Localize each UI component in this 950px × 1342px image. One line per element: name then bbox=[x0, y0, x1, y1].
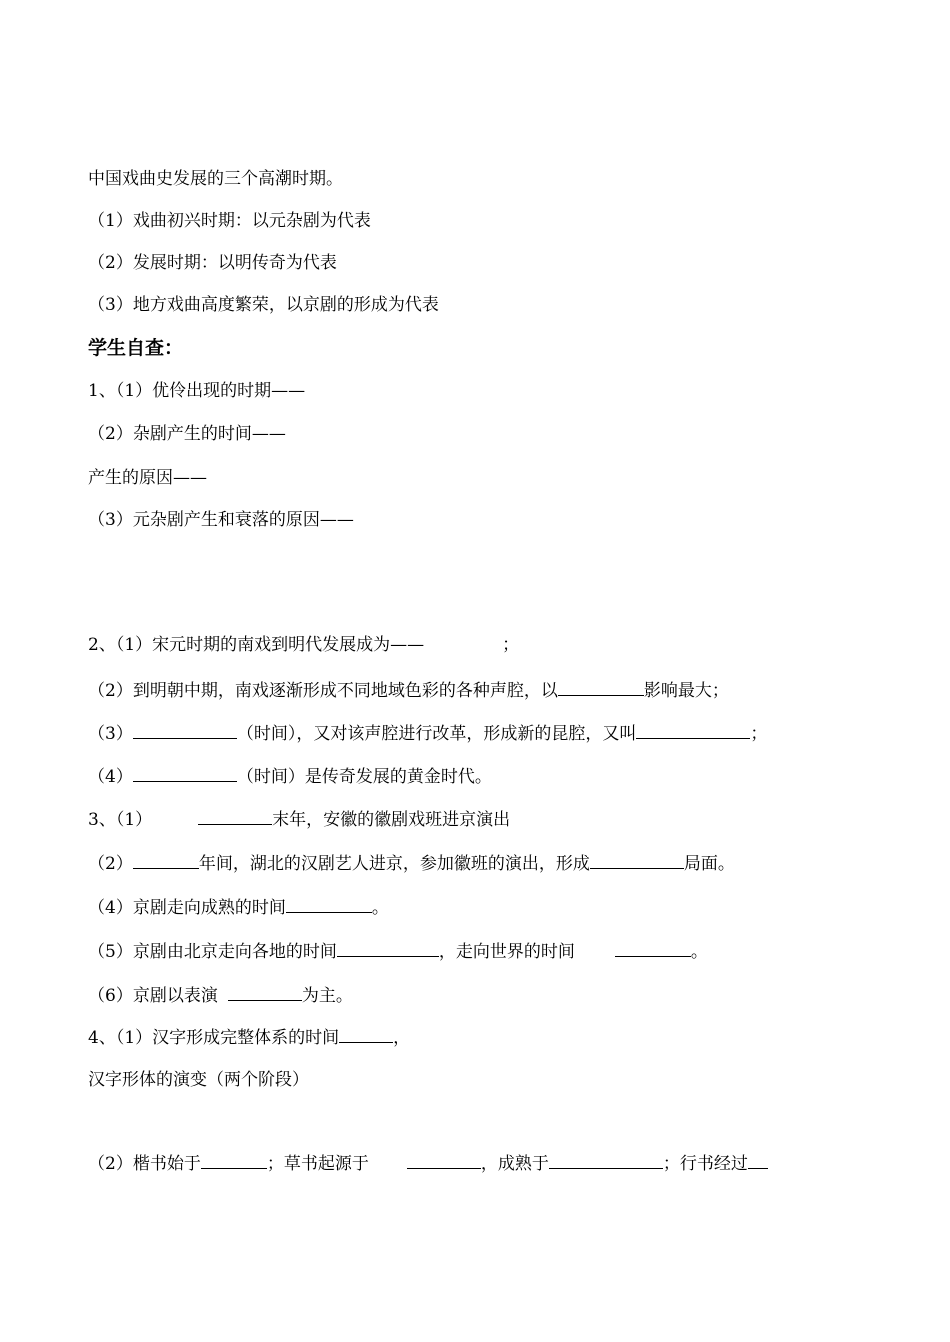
blank-q2-b[interactable] bbox=[558, 677, 644, 696]
q4-c-text-2: ；草书起源于 bbox=[266, 1154, 369, 1174]
q4-line-c bbox=[88, 1150, 768, 1176]
q1-line-b: （2）杂剧产生的时间—— bbox=[88, 424, 286, 444]
blank-q3-e[interactable] bbox=[228, 982, 302, 1001]
q2-line-c bbox=[88, 720, 767, 746]
q1-line-d: （3）元杂剧产生和衰落的原因—— bbox=[88, 510, 354, 530]
blank-q3-b-time[interactable] bbox=[133, 850, 199, 869]
blank-q3-d-world[interactable] bbox=[615, 938, 691, 957]
q3-line-e bbox=[88, 982, 353, 1008]
q3-line-a bbox=[88, 806, 510, 832]
q3-a-text: 末年，安徽的徽剧戏班进京演出 bbox=[272, 810, 511, 830]
q3-d-end: 。 bbox=[690, 942, 708, 962]
blank-q2-c-name[interactable] bbox=[636, 720, 750, 739]
blank-q4-caoshu-origin[interactable] bbox=[407, 1150, 481, 1169]
blank-q4-caoshu-mature[interactable] bbox=[549, 1150, 663, 1169]
q2-line-a bbox=[88, 633, 519, 657]
blank-q4-kaishu[interactable] bbox=[201, 1150, 267, 1169]
q2-b-text: （2）到明朝中期，南戏逐渐形成不同地域色彩的各种声腔，以 bbox=[88, 681, 558, 701]
q3-e-text: （6）京剧以表演 bbox=[88, 986, 218, 1006]
q3-c-text: （4）京剧走向成熟的时间 bbox=[88, 898, 286, 918]
blank-q3-d-local[interactable] bbox=[337, 938, 439, 957]
q4-line-b: 汉字形体的演变（两个阶段） bbox=[88, 1070, 309, 1090]
blank-q2-d-time[interactable] bbox=[133, 763, 237, 782]
q1-line-c: 产生的原因—— bbox=[88, 468, 207, 488]
intro-item-1: （1）戏曲初兴时期：以元杂剧为代表 bbox=[88, 211, 371, 231]
q4-a-text: 4、（1）汉字形成完整体系的时间 bbox=[88, 1028, 340, 1048]
q2-d-text: （时间）是传奇发展的黄金时代。 bbox=[236, 767, 492, 787]
q3-line-b bbox=[88, 850, 735, 876]
q4-c-text-4: ；行书经过 bbox=[662, 1154, 748, 1174]
q3-d-text: （5）京剧由北京走向各地的时间 bbox=[88, 942, 337, 962]
q3-b-prefix: （2） bbox=[88, 854, 133, 874]
blank-q3-c[interactable] bbox=[286, 894, 372, 913]
q3-c-end: 。 bbox=[371, 898, 389, 918]
section-heading: 学生自查： bbox=[88, 337, 184, 359]
q3-e-end: 为主。 bbox=[301, 986, 353, 1006]
q2-a-end: ； bbox=[502, 635, 520, 655]
blank-q3-a[interactable] bbox=[198, 806, 272, 825]
blank-q2-c-time[interactable] bbox=[133, 720, 237, 739]
blank-q4-a[interactable] bbox=[339, 1024, 393, 1043]
q1-line-a: 1、（1）优伶出现的时期—— bbox=[88, 381, 306, 401]
q3-line-c bbox=[88, 894, 389, 920]
q4-c-text: （2）楷书始于 bbox=[88, 1154, 201, 1174]
intro-item-2: （2）发展时期：以明传奇为代表 bbox=[88, 253, 337, 273]
q2-a-text: 2、（1）宋元时期的南戏到明代发展成为—— bbox=[88, 635, 425, 655]
q2-c-end: ； bbox=[750, 724, 768, 744]
intro-title: 中国戏曲史发展的三个高潮时期。 bbox=[88, 169, 343, 189]
q3-d-text-2: ，走向世界的时间 bbox=[438, 942, 575, 962]
q2-c-text: （时间），又对该声腔进行改革，形成新的昆腔，又叫 bbox=[236, 724, 637, 744]
blank-q4-xingshu[interactable] bbox=[748, 1150, 768, 1169]
q3-b-end: 局面。 bbox=[683, 854, 735, 874]
intro-item-3: （3）地方戏曲高度繁荣，以京剧的形成为代表 bbox=[88, 295, 439, 315]
q4-c-text-3: ，成熟于 bbox=[480, 1154, 549, 1174]
q2-b-end: 影响最大； bbox=[643, 681, 729, 701]
q2-line-d bbox=[88, 763, 492, 789]
q3-b-text: 年间，湖北的汉剧艺人进京，参加徽班的演出，形成 bbox=[198, 854, 590, 874]
q2-c-prefix: （3） bbox=[88, 724, 133, 744]
blank-q3-b-result[interactable] bbox=[590, 850, 684, 869]
q3-a-prefix: 3、（1） bbox=[88, 810, 153, 830]
q4-a-end: ， bbox=[393, 1028, 411, 1048]
q4-line-a bbox=[88, 1024, 410, 1050]
q2-d-prefix: （4） bbox=[88, 767, 133, 787]
q3-line-d bbox=[88, 938, 708, 964]
q2-line-b bbox=[88, 677, 729, 703]
